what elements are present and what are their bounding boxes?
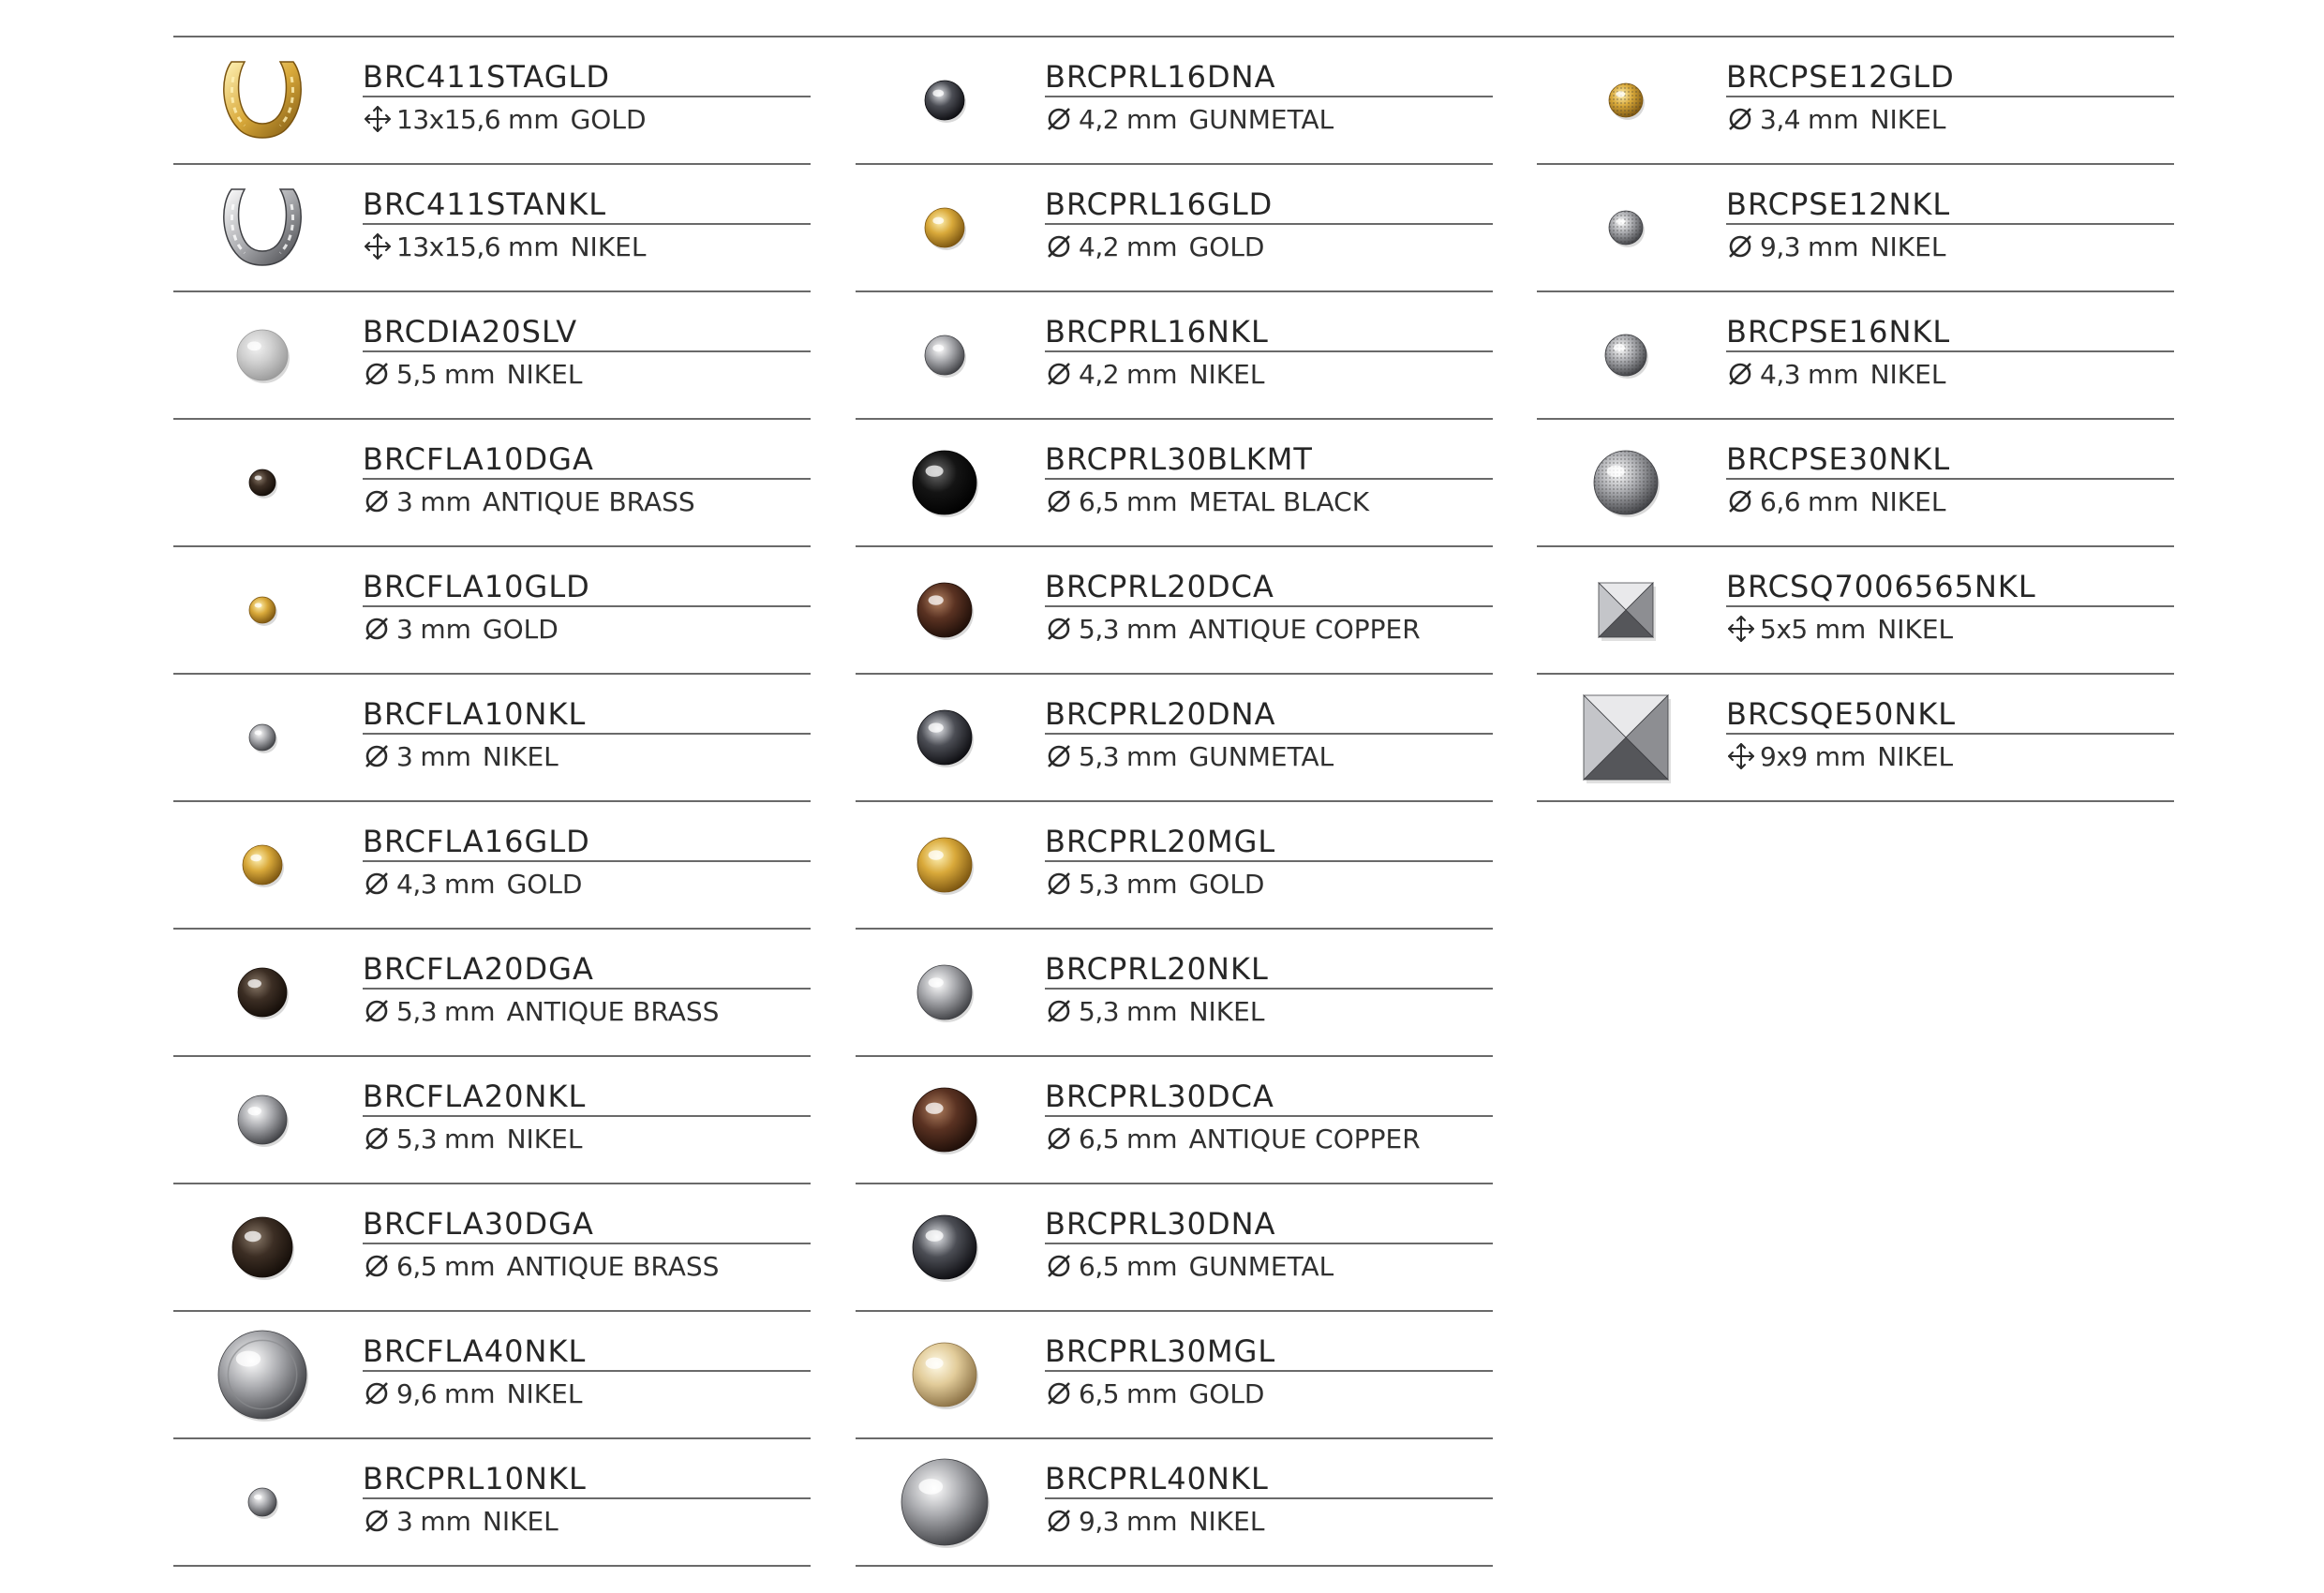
product-spec xyxy=(363,103,811,137)
size-value: 5,3 xyxy=(1079,614,1120,645)
product-code: BRCPRL20DCA xyxy=(1045,568,1493,607)
product-image xyxy=(893,1196,996,1299)
diameter-icon xyxy=(363,615,393,643)
product-spec xyxy=(363,358,811,392)
size-value: 6,6 xyxy=(1760,486,1801,517)
size-unit: mm xyxy=(444,996,496,1027)
product-image xyxy=(211,1451,314,1554)
product-row xyxy=(173,675,811,802)
finish-label: GOLD xyxy=(482,614,559,645)
finish-label: NIKEL xyxy=(570,231,647,262)
product-image xyxy=(211,176,314,279)
size-value: 4,2 xyxy=(1079,359,1120,390)
product-row xyxy=(173,802,811,930)
size-unit: mm xyxy=(1808,359,1859,390)
product-code: BRC411STANKL xyxy=(363,186,811,225)
diameter-icon xyxy=(1045,1252,1075,1280)
product-row xyxy=(856,547,1493,675)
product-row xyxy=(856,802,1493,930)
product-code: BRCDIA20SLV xyxy=(363,313,811,352)
size-unit: mm xyxy=(1126,869,1178,900)
finish-label: METAL BLACK xyxy=(1188,486,1370,517)
diameter-icon xyxy=(1045,615,1075,643)
size-value: 6,5 xyxy=(1079,1378,1120,1409)
diameter-icon xyxy=(1726,487,1756,515)
size-value: 4,2 xyxy=(1079,231,1120,262)
size-value: 3 xyxy=(396,486,413,517)
product-image xyxy=(893,686,996,789)
product-image xyxy=(1574,176,1677,279)
product-spec xyxy=(1726,740,2174,774)
product-image xyxy=(1574,558,1677,662)
product-spec xyxy=(1045,868,1493,901)
size-unit: mm xyxy=(1126,359,1178,390)
product-code: BRCPRL30BLKMT xyxy=(1045,440,1493,480)
finish-label: NIKEL xyxy=(1877,614,1954,645)
product-column-2 xyxy=(856,37,1493,1567)
product-row xyxy=(856,420,1493,547)
size-unit: mm xyxy=(444,1251,496,1282)
product-image xyxy=(893,176,996,279)
finish-label: NIKEL xyxy=(482,741,559,772)
product-image xyxy=(893,1068,996,1171)
size-value: 9x9 xyxy=(1760,741,1808,772)
size-unit: mm xyxy=(1126,996,1178,1027)
product-image xyxy=(893,431,996,534)
finish-label: GUNMETAL xyxy=(1188,1251,1334,1282)
finish-label: GOLD xyxy=(1188,1378,1265,1409)
diameter-icon xyxy=(1045,487,1075,515)
diameter-icon xyxy=(1045,1379,1075,1407)
product-spec xyxy=(363,1250,811,1284)
size-value: 3 xyxy=(396,1506,413,1537)
size-unit: mm xyxy=(1814,741,1867,772)
finish-label: NIKEL xyxy=(1877,741,1954,772)
product-spec xyxy=(1045,1250,1493,1284)
size-value: 6,5 xyxy=(396,1251,438,1282)
product-image xyxy=(1574,49,1677,152)
product-image xyxy=(211,1068,314,1171)
finish-label: NIKEL xyxy=(506,1378,583,1409)
product-code: BRCPRL30DNA xyxy=(1045,1205,1493,1244)
diameter-icon xyxy=(363,997,393,1025)
product-spec xyxy=(363,613,811,647)
finish-label: NIKEL xyxy=(482,1506,559,1537)
diameter-icon xyxy=(363,742,393,770)
size-value: 6,5 xyxy=(1079,1251,1120,1282)
product-row xyxy=(173,1439,811,1567)
size-value: 5,3 xyxy=(396,1124,438,1154)
size-unit: mm xyxy=(1126,741,1178,772)
product-image xyxy=(211,1323,314,1426)
size-unit: mm xyxy=(444,1378,496,1409)
product-code: BRCFLA40NKL xyxy=(363,1332,811,1372)
product-row xyxy=(1537,420,2174,547)
size-unit: mm xyxy=(444,1124,496,1154)
size-value: 5,3 xyxy=(1079,996,1120,1027)
product-row xyxy=(173,1057,811,1184)
product-code: BRCPRL20DNA xyxy=(1045,695,1493,735)
size-unit: mm xyxy=(508,104,559,135)
product-image xyxy=(211,1196,314,1299)
size-value: 5x5 xyxy=(1760,614,1808,645)
size-value: 9,3 xyxy=(1079,1506,1120,1537)
product-spec xyxy=(1045,995,1493,1029)
size-value: 5,3 xyxy=(396,996,438,1027)
size-value: 6,5 xyxy=(1079,486,1120,517)
product-code: BRCSQ7006565NKL xyxy=(1726,568,2174,607)
product-image xyxy=(1574,304,1677,407)
product-spec xyxy=(1045,1377,1493,1411)
size-value: 5,3 xyxy=(1079,741,1120,772)
size-value: 4,2 xyxy=(1079,104,1120,135)
product-code: BRCPSE16NKL xyxy=(1726,313,2174,352)
product-spec xyxy=(1045,231,1493,264)
diameter-icon xyxy=(363,1252,393,1280)
product-image xyxy=(893,1323,996,1426)
diameter-icon xyxy=(363,870,393,898)
finish-label: GOLD xyxy=(506,869,583,900)
finish-label: ANTIQUE COPPER xyxy=(1188,1124,1421,1154)
product-image xyxy=(1574,431,1677,534)
size-value: 5,3 xyxy=(1079,869,1120,900)
size-unit: mm xyxy=(1126,231,1178,262)
product-image xyxy=(211,813,314,916)
finish-label: GOLD xyxy=(1188,869,1265,900)
diameter-icon xyxy=(1045,360,1075,388)
product-code: BRCPSE12NKL xyxy=(1726,186,2174,225)
size-unit: mm xyxy=(420,486,471,517)
product-row xyxy=(1537,547,2174,675)
diameter-icon xyxy=(1045,870,1075,898)
product-spec xyxy=(363,1123,811,1156)
diameter-icon xyxy=(363,360,393,388)
size-unit: mm xyxy=(508,231,559,262)
product-row xyxy=(173,1312,811,1439)
finish-label: ANTIQUE BRASS xyxy=(482,486,695,517)
size-unit: mm xyxy=(1126,1506,1178,1537)
product-spec xyxy=(363,485,811,519)
product-spec xyxy=(363,868,811,901)
size-value: 6,5 xyxy=(1079,1124,1120,1154)
diameter-icon xyxy=(1045,1507,1075,1535)
product-spec xyxy=(1045,613,1493,647)
product-row xyxy=(856,165,1493,292)
size-value: 4,3 xyxy=(396,869,438,900)
product-code: BRCFLA10NKL xyxy=(363,695,811,735)
diameter-icon xyxy=(1726,105,1756,133)
product-code: BRCFLA20DGA xyxy=(363,950,811,990)
product-spec xyxy=(1045,1505,1493,1539)
product-row xyxy=(856,37,1493,165)
product-row xyxy=(173,292,811,420)
product-code: BRCPRL16DNA xyxy=(1045,58,1493,97)
finish-label: NIKEL xyxy=(1870,486,1946,517)
finish-label: ANTIQUE BRASS xyxy=(506,1251,720,1282)
product-spec xyxy=(1045,358,1493,392)
product-spec xyxy=(1726,613,2174,647)
size-unit: mm xyxy=(420,741,471,772)
size-value: 9,3 xyxy=(1760,231,1801,262)
dimension-arrows-icon xyxy=(1726,742,1756,770)
product-code: BRCPSE30NKL xyxy=(1726,440,2174,480)
product-image xyxy=(893,813,996,916)
dimension-arrows-icon xyxy=(363,232,393,261)
product-image xyxy=(893,1451,996,1554)
size-value: 4,3 xyxy=(1760,359,1801,390)
product-code: BRCPRL10NKL xyxy=(363,1460,811,1499)
size-unit: mm xyxy=(1808,104,1859,135)
size-unit: mm xyxy=(1126,486,1178,517)
product-code: BRCFLA10GLD xyxy=(363,568,811,607)
product-row xyxy=(856,1439,1493,1567)
finish-label: GUNMETAL xyxy=(1188,104,1334,135)
product-code: BRCFLA30DGA xyxy=(363,1205,811,1244)
finish-label: NIKEL xyxy=(506,1124,583,1154)
diameter-icon xyxy=(1045,105,1075,133)
product-code: BRCPRL20NKL xyxy=(1045,950,1493,990)
product-code: BRCPSE12GLD xyxy=(1726,58,2174,97)
product-spec xyxy=(1726,231,2174,264)
product-code: BRCSQE50NKL xyxy=(1726,695,2174,735)
product-code: BRCFLA10DGA xyxy=(363,440,811,480)
size-unit: mm xyxy=(420,614,471,645)
product-code: BRCPRL30MGL xyxy=(1045,1332,1493,1372)
dimension-arrows-icon xyxy=(363,105,393,133)
product-row xyxy=(856,1312,1493,1439)
product-row xyxy=(173,1184,811,1312)
size-unit: mm xyxy=(1126,614,1178,645)
product-column-3 xyxy=(1537,37,2174,802)
product-image xyxy=(893,941,996,1044)
product-spec xyxy=(1726,103,2174,137)
size-value: 3 xyxy=(396,741,413,772)
size-value: 13x15,6 xyxy=(396,104,501,135)
product-row xyxy=(1537,675,2174,802)
product-code: BRCPRL16NKL xyxy=(1045,313,1493,352)
product-row xyxy=(173,37,811,165)
product-row xyxy=(1537,292,2174,420)
finish-label: ANTIQUE BRASS xyxy=(506,996,720,1027)
product-image xyxy=(211,941,314,1044)
finish-label: NIKEL xyxy=(1870,231,1946,262)
diameter-icon xyxy=(1045,997,1075,1025)
finish-label: NIKEL xyxy=(1870,104,1946,135)
size-unit: mm xyxy=(1126,1124,1178,1154)
product-image xyxy=(893,558,996,662)
size-unit: mm xyxy=(1126,1251,1178,1282)
product-row xyxy=(1537,37,2174,165)
size-unit: mm xyxy=(1126,104,1178,135)
product-image xyxy=(211,686,314,789)
product-spec xyxy=(363,1505,811,1539)
diameter-icon xyxy=(363,487,393,515)
product-image xyxy=(893,304,996,407)
diameter-icon xyxy=(1726,232,1756,261)
product-image xyxy=(1574,686,1677,789)
product-code: BRCPRL30DCA xyxy=(1045,1078,1493,1117)
finish-label: NIKEL xyxy=(1870,359,1946,390)
diameter-icon xyxy=(363,1507,393,1535)
size-unit: mm xyxy=(1126,1378,1178,1409)
product-spec xyxy=(1045,740,1493,774)
size-value: 9,6 xyxy=(396,1378,438,1409)
product-spec xyxy=(363,740,811,774)
product-row xyxy=(856,1184,1493,1312)
product-row xyxy=(173,930,811,1057)
product-image xyxy=(211,558,314,662)
product-code: BRC411STAGLD xyxy=(363,58,811,97)
product-code: BRCPRL20MGL xyxy=(1045,823,1493,862)
product-code: BRCFLA16GLD xyxy=(363,823,811,862)
finish-label: NIKEL xyxy=(1188,1506,1265,1537)
product-spec xyxy=(1726,485,2174,519)
product-image xyxy=(211,431,314,534)
product-code: BRCPRL40NKL xyxy=(1045,1460,1493,1499)
finish-label: NIKEL xyxy=(506,359,583,390)
finish-label: GUNMETAL xyxy=(1188,741,1334,772)
diameter-icon xyxy=(1045,232,1075,261)
product-row xyxy=(856,292,1493,420)
product-row xyxy=(856,1057,1493,1184)
size-unit: mm xyxy=(1808,231,1859,262)
product-spec xyxy=(1045,1123,1493,1156)
size-value: 13x15,6 xyxy=(396,231,501,262)
diameter-icon xyxy=(1045,742,1075,770)
size-unit: mm xyxy=(444,869,496,900)
size-unit: mm xyxy=(420,1506,471,1537)
size-unit: mm xyxy=(444,359,496,390)
finish-label: GOLD xyxy=(570,104,647,135)
product-spec xyxy=(363,231,811,264)
product-row xyxy=(173,420,811,547)
product-spec xyxy=(1045,103,1493,137)
product-code: BRCFLA20NKL xyxy=(363,1078,811,1117)
product-code: BRCPRL16GLD xyxy=(1045,186,1493,225)
size-value: 3 xyxy=(396,614,413,645)
size-value: 5,5 xyxy=(396,359,438,390)
product-spec xyxy=(363,995,811,1029)
diameter-icon xyxy=(363,1124,393,1153)
product-column-1 xyxy=(173,37,811,1567)
finish-label: ANTIQUE COPPER xyxy=(1188,614,1421,645)
finish-label: GOLD xyxy=(1188,231,1265,262)
dimension-arrows-icon xyxy=(1726,615,1756,643)
diameter-icon xyxy=(1045,1124,1075,1153)
finish-label: NIKEL xyxy=(1188,359,1265,390)
size-unit: mm xyxy=(1808,486,1859,517)
size-value: 3,4 xyxy=(1760,104,1801,135)
product-spec xyxy=(363,1377,811,1411)
product-spec xyxy=(1045,485,1493,519)
product-spec xyxy=(1726,358,2174,392)
product-image xyxy=(211,49,314,152)
product-row xyxy=(173,165,811,292)
diameter-icon xyxy=(1726,360,1756,388)
product-row xyxy=(173,547,811,675)
product-row xyxy=(856,675,1493,802)
product-row xyxy=(856,930,1493,1057)
finish-label: NIKEL xyxy=(1188,996,1265,1027)
diameter-icon xyxy=(363,1379,393,1407)
product-image xyxy=(211,304,314,407)
product-image xyxy=(893,49,996,152)
product-row xyxy=(1537,165,2174,292)
size-unit: mm xyxy=(1814,614,1867,645)
